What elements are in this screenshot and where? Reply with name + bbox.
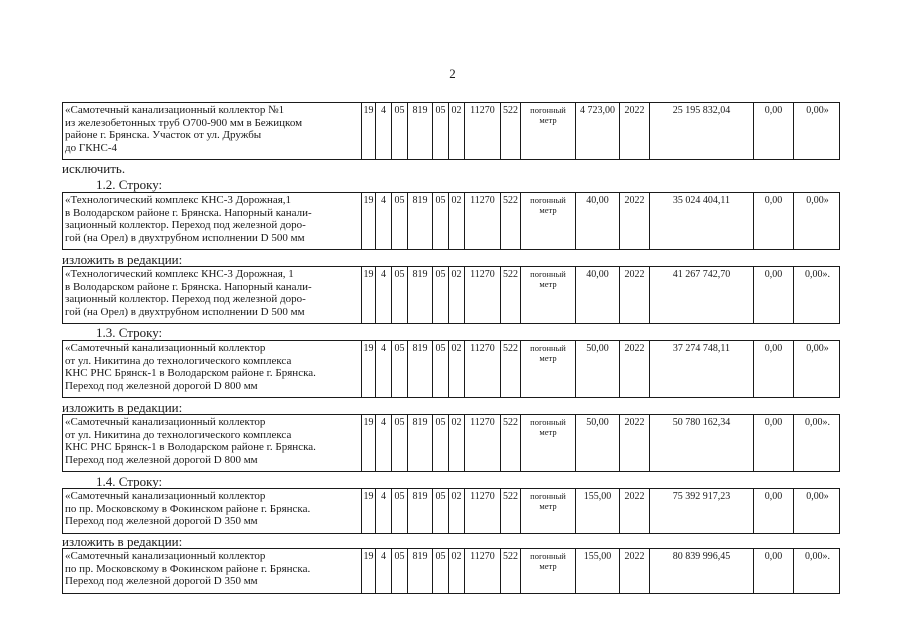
cell-year: 2022 (619, 489, 649, 533)
cell-c2: 4 (375, 549, 391, 593)
cell-c3: 05 (391, 267, 407, 323)
section-1-4-label: 1.4. Строку: (96, 474, 163, 489)
cell-c6: 02 (448, 341, 464, 397)
row-name: «Технологический комплекс КНС-3 Дорожная, 1 в Володарском районе г. Брянска. Напорный канали- зационный коллектор. Переход под железной доро- гой (на Орел) в двухтрубном исполнении D 500 мм (65, 268, 312, 318)
cell-c4: 819 (407, 489, 432, 533)
cell-c4: 819 (407, 267, 432, 323)
cell-cost: 35 024 404,11 (649, 193, 753, 249)
cell-c7: 11270 (464, 549, 500, 593)
cell-v1: 0,00 (753, 489, 793, 533)
cell-v1: 0,00 (753, 415, 793, 471)
cell-c8: 522 (500, 267, 520, 323)
row-name: «Самотечный канализационный коллектор по пр. Московскому в Фокинском районе г. Брянска. Переход под железной дорогой D 350 мм (65, 550, 311, 587)
cell-c1: 19 (361, 267, 375, 323)
cell-c7: 11270 (464, 415, 500, 471)
cell-c1: 19 (361, 193, 375, 249)
cell-c8: 522 (500, 193, 520, 249)
section-1-2-label: 1.2. Строку: (96, 177, 163, 192)
table-row (62, 192, 840, 250)
cell-c6: 02 (448, 415, 464, 471)
page-number: 2 (449, 66, 456, 81)
cell-c2: 4 (375, 193, 391, 249)
table-row (62, 414, 840, 472)
table-row (62, 340, 840, 398)
cell-c3: 05 (391, 415, 407, 471)
cell-c8: 522 (500, 341, 520, 397)
cell-cost: 25 195 832,04 (649, 103, 753, 159)
cell-qty: 40,00 (575, 267, 619, 323)
cell-c5: 05 (432, 549, 448, 593)
cell-c7: 11270 (464, 341, 500, 397)
cell-c1: 19 (361, 415, 375, 471)
cell-c2: 4 (375, 489, 391, 533)
cell-unit: погонный метр (520, 103, 575, 159)
cell-c8: 522 (500, 103, 520, 159)
cell-unit: погонный метр (520, 193, 575, 249)
cell-c8: 522 (500, 415, 520, 471)
cell-qty: 155,00 (575, 489, 619, 533)
cell-c4: 819 (407, 341, 432, 397)
cell-c7: 11270 (464, 193, 500, 249)
table-row (62, 548, 840, 594)
cell-v1: 0,00 (753, 267, 793, 323)
cell-v1: 0,00 (753, 193, 793, 249)
cell-v2: 0,00». (793, 415, 841, 471)
table-row (62, 488, 840, 534)
cell-c5: 05 (432, 341, 448, 397)
cell-v2: 0,00» (793, 193, 841, 249)
cell-c5: 05 (432, 415, 448, 471)
row-name: «Самотечный канализационный коллектор по пр. Московскому в Фокинском районе г. Брянска. Переход под железной дорогой D 350 мм (65, 490, 311, 527)
cell-c1: 19 (361, 549, 375, 593)
cell-unit: погонный метр (520, 549, 575, 593)
cell-c6: 02 (448, 103, 464, 159)
cell-v2: 0,00» (793, 103, 841, 159)
cell-year: 2022 (619, 415, 649, 471)
cell-c1: 19 (361, 341, 375, 397)
cell-c3: 05 (391, 549, 407, 593)
cell-cost: 75 392 917,23 (649, 489, 753, 533)
cell-v2: 0,00» (793, 341, 841, 397)
cell-c5: 05 (432, 267, 448, 323)
cell-c2: 4 (375, 341, 391, 397)
cell-c2: 4 (375, 103, 391, 159)
cell-c3: 05 (391, 341, 407, 397)
cell-c6: 02 (448, 549, 464, 593)
cell-c7: 11270 (464, 103, 500, 159)
cell-v2: 0,00». (793, 267, 841, 323)
table-row (62, 102, 840, 160)
cell-year: 2022 (619, 103, 649, 159)
cell-c4: 819 (407, 549, 432, 593)
cell-c4: 819 (407, 193, 432, 249)
edit-label: изложить в редакции: (62, 252, 183, 267)
cell-unit: погонный метр (520, 341, 575, 397)
row-name: «Самотечный канализационный коллектор от ул. Никитина до технологического комплекса КНС РНС Брянск-1 в Володарском районе г. Брянска. Переход под железной дорогой D 800 мм (65, 416, 316, 466)
cell-v2: 0,00». (793, 549, 841, 593)
cell-v1: 0,00 (753, 549, 793, 593)
cell-v1: 0,00 (753, 341, 793, 397)
row-name: «Технологический комплекс КНС-3 Дорожная,1 в Володарском районе г. Брянска. Напорный канали- зационный коллектор. Переход под железной доро- гой (на Орел) в двухтрубном исполнении D 500 мм (65, 194, 312, 244)
cell-c4: 819 (407, 415, 432, 471)
cell-c2: 4 (375, 415, 391, 471)
cell-year: 2022 (619, 267, 649, 323)
cell-c7: 11270 (464, 489, 500, 533)
cell-c2: 4 (375, 267, 391, 323)
cell-v1: 0,00 (753, 103, 793, 159)
cell-c4: 819 (407, 103, 432, 159)
cell-cost: 50 780 162,34 (649, 415, 753, 471)
cell-c5: 05 (432, 489, 448, 533)
table-row (62, 266, 840, 324)
cell-c5: 05 (432, 103, 448, 159)
cell-cost: 80 839 996,45 (649, 549, 753, 593)
cell-c3: 05 (391, 193, 407, 249)
edit-label: изложить в редакции: (62, 534, 183, 549)
cell-unit: погонный метр (520, 267, 575, 323)
cell-c6: 02 (448, 193, 464, 249)
cell-c6: 02 (448, 489, 464, 533)
cell-c1: 19 (361, 103, 375, 159)
cell-cost: 37 274 748,11 (649, 341, 753, 397)
cell-unit: погонный метр (520, 489, 575, 533)
row-name: «Самотечный канализационный коллектор №1 из железобетонных труб О700-900 мм в Бежицком районе г. Брянска. Участок от ул. Дружбы до ГКНС-4 (65, 104, 303, 154)
cell-c1: 19 (361, 489, 375, 533)
cell-qty: 4 723,00 (575, 103, 619, 159)
cell-c8: 522 (500, 549, 520, 593)
section-1-3-label: 1.3. Строку: (96, 325, 163, 340)
cell-year: 2022 (619, 193, 649, 249)
cell-qty: 155,00 (575, 549, 619, 593)
cell-c3: 05 (391, 489, 407, 533)
cell-c6: 02 (448, 267, 464, 323)
cell-qty: 40,00 (575, 193, 619, 249)
cell-year: 2022 (619, 549, 649, 593)
cell-year: 2022 (619, 341, 649, 397)
cell-c7: 11270 (464, 267, 500, 323)
cell-c5: 05 (432, 193, 448, 249)
edit-label: изложить в редакции: (62, 400, 183, 415)
cell-c8: 522 (500, 489, 520, 533)
cell-v2: 0,00» (793, 489, 841, 533)
cell-qty: 50,00 (575, 415, 619, 471)
cell-cost: 41 267 742,70 (649, 267, 753, 323)
cell-c3: 05 (391, 103, 407, 159)
cell-qty: 50,00 (575, 341, 619, 397)
row-name: «Самотечный канализационный коллектор от ул. Никитина до технологического комплекса КНС РНС Брянск-1 в Володарском районе г. Брянска. Переход под железной дорогой D 800 мм (65, 342, 316, 392)
exclude-label: исключить. (62, 161, 126, 176)
cell-unit: погонный метр (520, 415, 575, 471)
